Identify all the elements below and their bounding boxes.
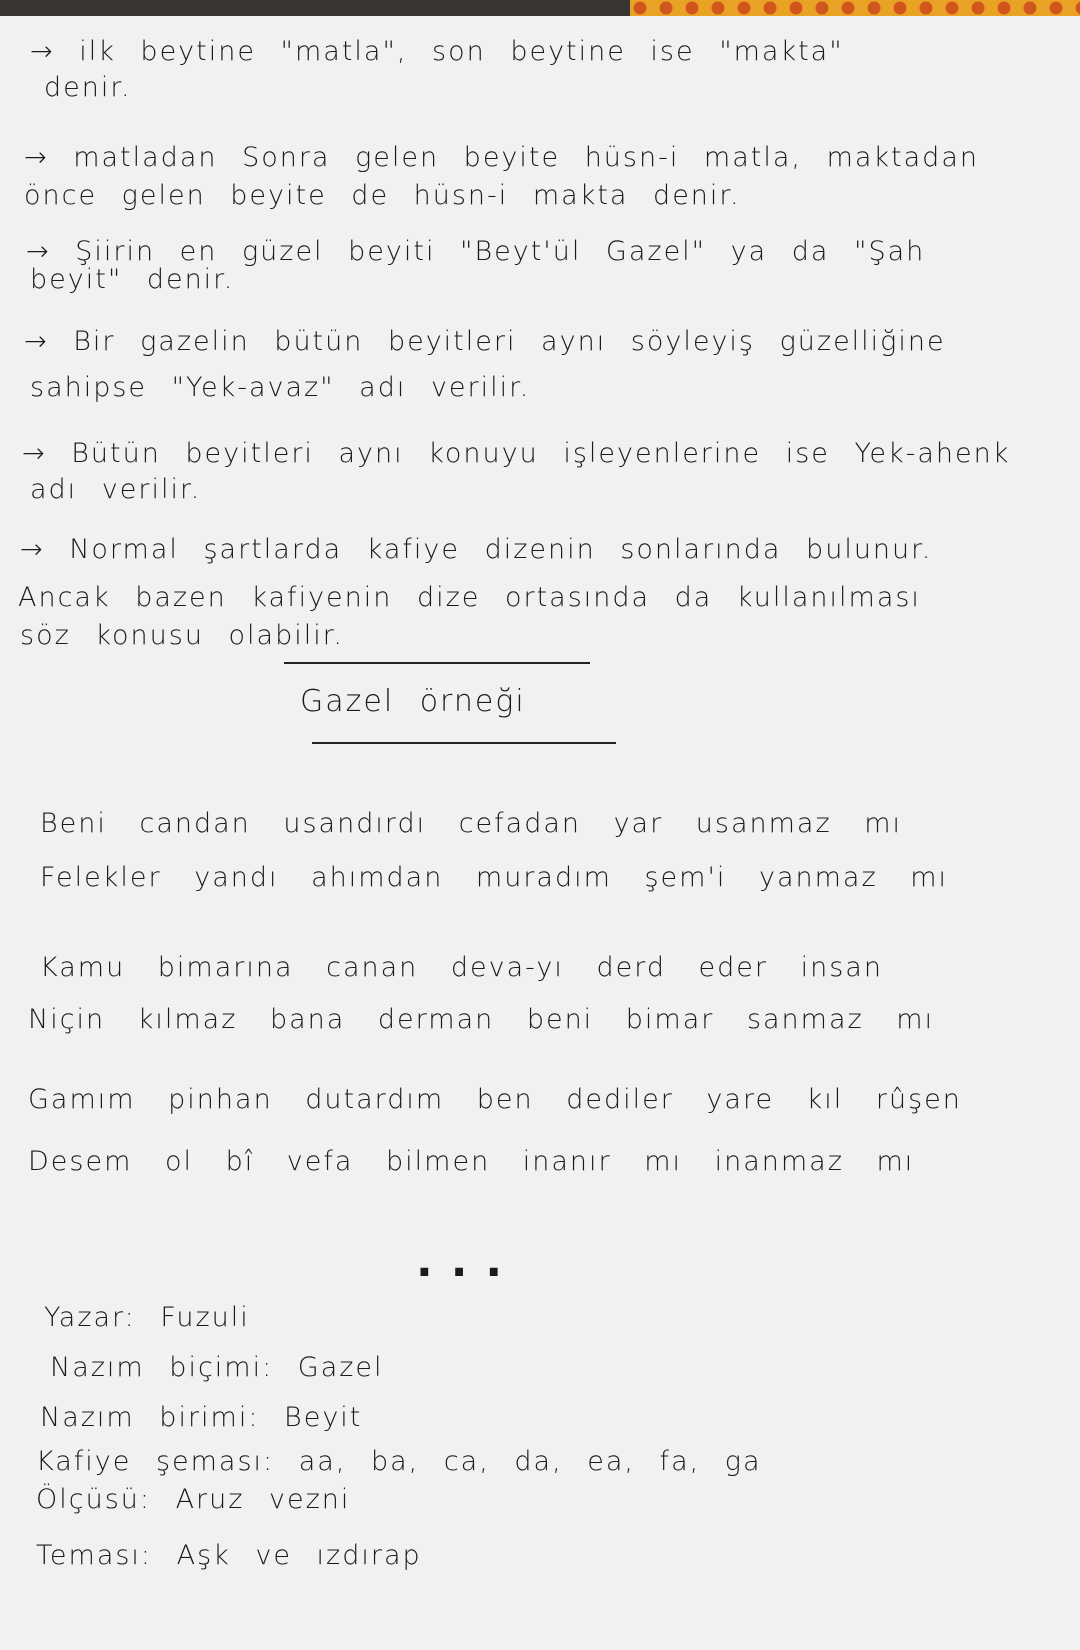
note-line: → Şiirin en güzel beyiti "Beyt'ül Gazel" ya da "Şah <box>26 236 926 267</box>
divider-line <box>312 742 616 744</box>
info-line: Ölçüsü: Aruz vezni <box>36 1484 351 1515</box>
note-line: → Normal şartlarda kafiye dizenin sonlarında bulunur. <box>20 534 933 565</box>
info-line: Teması: Aşk ve ızdırap <box>36 1540 422 1571</box>
poem-line: Desem ol bî vefa bilmen inanır mı inanmaz mı <box>28 1146 915 1177</box>
divider-line <box>284 662 590 664</box>
poem-line: Kamu bimarına canan deva-yı derd eder insan <box>40 952 883 983</box>
note-line: önce gelen beyite de hüsn-i makta denir. <box>24 180 741 211</box>
ellipsis: ... <box>416 1236 521 1287</box>
note-line: sahipse "Yek-avaz" adı verilir. <box>30 372 531 403</box>
note-line: → matladan Sonra gelen beyite hüsn-i matla, maktadan <box>24 142 979 173</box>
poem-line: Gamım pinhan dutardım ben dediler yare kıl rûşen <box>28 1084 962 1115</box>
section-title: Gazel örneği <box>300 684 526 719</box>
note-line: → Bir gazelin bütün beyitleri aynı söyleyiş güzelliğine <box>24 326 946 357</box>
note-line: söz konusu olabilir. <box>20 620 344 651</box>
note-line: beyit" denir. <box>30 264 235 295</box>
note-line: adı verilir. <box>30 474 202 505</box>
note-line: → Bütün beyitleri aynı konuyu işleyenlerine ise Yek-ahenk <box>22 438 1011 469</box>
info-line: Nazım biçimi: Gazel <box>50 1352 384 1383</box>
note-line: → ilk beytine "matla", son beytine ise "makta" <box>30 36 844 67</box>
note-line: Ancak bazen kafiyenin dize ortasında da kullanılması <box>18 582 921 613</box>
info-line: Kafiye şeması: aa, ba, ca, da, ea, fa, ga <box>36 1446 762 1477</box>
info-line: Yazar: Fuzuli <box>44 1302 250 1333</box>
poem-line: Niçin kılmaz bana derman beni bimar sanmaz mı <box>28 1004 935 1035</box>
poem-line: Felekler yandı ahımdan muradım şem'i yanmaz mı <box>40 862 949 893</box>
info-line: Nazım birimi: Beyit <box>40 1402 363 1433</box>
poem-line: Beni candan usandırdı cefadan yar usanmaz mı <box>40 808 903 839</box>
note-line: denir. <box>44 72 132 103</box>
